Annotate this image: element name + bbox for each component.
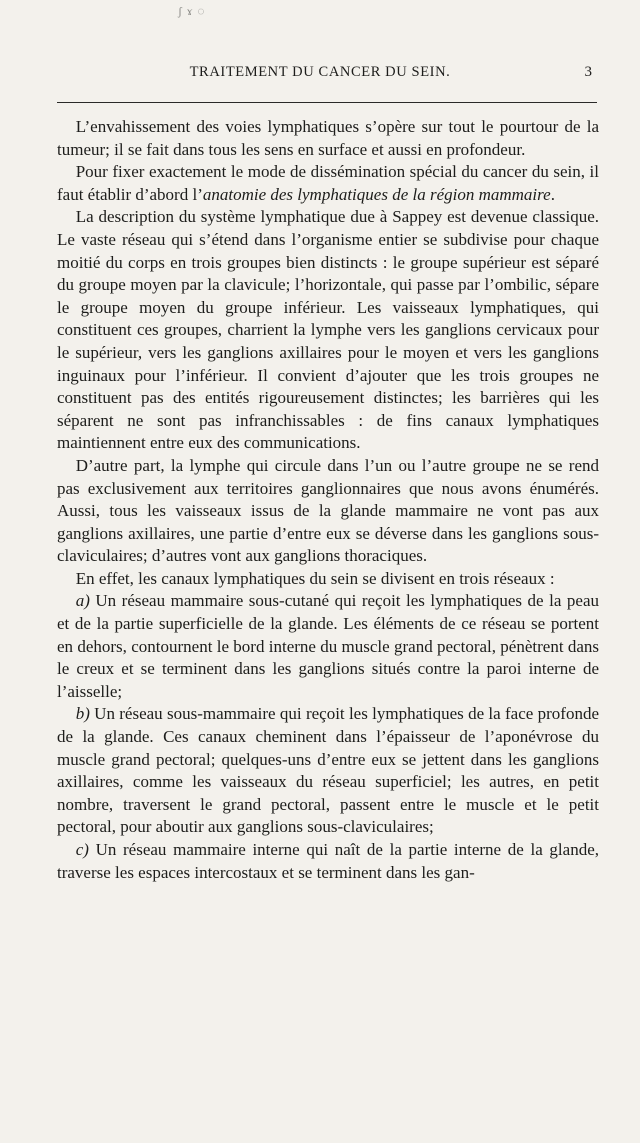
list-item-text: Un réseau mammaire sous-cutané qui reçoit les lymphatiques de la peau et de la partie superficielle de la glande. Les éléments de ce réseau se portent en dehors, contournent le bord interne du muscle grand pectoral, pénètrent dans le creux et se terminent dans les ganglions situés contre la paroi interne de l’aisselle; (57, 591, 599, 701)
running-title: TRAITEMENT DU CANCER DU SEIN. (189, 64, 451, 80)
page-number: 3 (584, 64, 592, 80)
paragraph-sappey: La description du système lymphatique due à Sappey est devenue classique. Le vaste réseau qui s’étend dans l’organisme entier se subdivise pour chaque moitié du corps en trois groupes bien distincts : le groupe supérieur est séparé du groupe moyen par la clavicule; l’horizontale, qui passe par l’ombilic, sépare le groupe moyen du groupe inférieur. Les vaisseaux lymphatiques, qui constituent ces groupes, charrient la lymphe vers les ganglions cervicaux pour le supérieur, vers les ganglions axillaires pour le moyen et vers les ganglions inguinaux pour l’inférieur. Il convient d’ajouter que les trois groupes ne constituent pas des entités rigoureusement distinctes; les barrières qui les séparent ne sont pas infranchissables : de fins canaux lymphatiques maintiennent entre eux des communications. (57, 207, 599, 453)
library-pencil-mark: ʃ ɤ ◌ (178, 4, 206, 18)
italic-emphasis: anatomie des lymphatiques de la région mammaire (202, 184, 551, 204)
paragraph-text: . (550, 184, 555, 204)
paragraph-autre-part: D’autre part, la lymphe qui circule dans l’un ou l’autre groupe ne se rend pas exclusivement aux territoires ganglionnaires que nous avons énumérés. Aussi, tous les vaisseaux issus de la glande mammaire ne vont pas aux ganglions axillaires, une partie d’entre eux se déverse dans les ganglions sous-claviculaires; d’autres vont aux ganglions thoraciques. (57, 455, 599, 566)
header-rule (57, 102, 597, 103)
paragraph-dissemination (57, 161, 599, 206)
list-item-c (57, 839, 599, 884)
list-item-a (57, 590, 599, 703)
running-head (0, 64, 640, 88)
list-item-b (57, 703, 599, 839)
list-marker: a) (75, 591, 90, 611)
body-text (57, 116, 599, 884)
paragraph-text: Pour fixer exactement le mode de dissémination spécial du cancer du sein, il faut établir d’abord l’ (57, 162, 599, 204)
list-marker: c) (75, 840, 89, 859)
list-item-text: Un réseau mammaire interne qui naît de la partie interne de la glande, traverse les espaces intercostaux et se terminent dans les gan- (57, 840, 599, 882)
paragraph-envahissement: L’envahissement des voies lymphatiques s’opère sur tout le pourtour de la tumeur; il se fait dans tous les sens en surface et aussi en profondeur. (57, 117, 599, 159)
list-item-text: Un réseau sous-mammaire qui reçoit les lymphatiques de la face profonde de la glande. Ces canaux cheminent dans l’épaisseur de l’aponévrose du muscle grand pectoral; quelques-uns d’entre eux se jettent dans les ganglions axillaires, comme les vaisseaux du réseau superficiel; les autres, en petit nombre, traversent le grand pectoral, passent entre le muscle et le petit pectoral, pour aboutir aux ganglions sous-claviculaires; (57, 704, 599, 837)
list-marker: b) (75, 704, 90, 724)
paragraph-trois-reseaux: En effet, les canaux lymphatiques du sein se divisent en trois réseaux : (75, 568, 555, 588)
